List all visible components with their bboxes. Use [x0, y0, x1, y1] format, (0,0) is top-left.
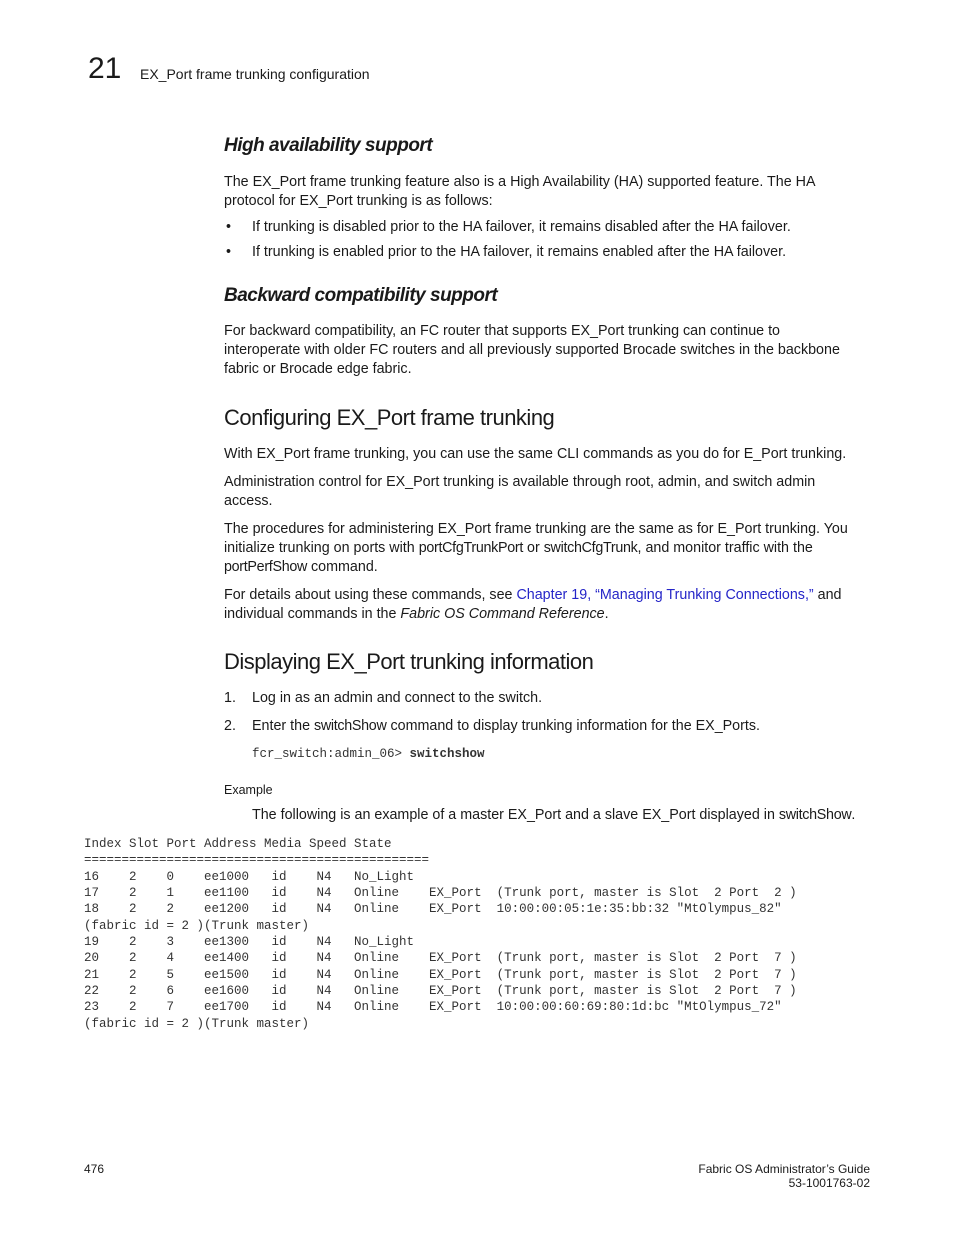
text-fragment: or — [523, 540, 544, 556]
ha-heading: High availability support — [224, 135, 433, 156]
text-fragment: Enter the — [252, 718, 314, 734]
configuring-heading: Configuring EX_Port frame trunking — [224, 405, 555, 430]
backward-line3: fabric or Brocade edge fabric. — [224, 361, 412, 377]
example-label: Example — [224, 783, 273, 797]
backward-line2: interoperate with older FC routers and all previously supported Brocade switches in the backbone — [224, 342, 840, 358]
configuring-p2-line1: Administration control for EX_Port trunking is available through root, admin, and switch admin — [224, 474, 816, 490]
guide-title: Fabric OS Administrator’s Guide — [698, 1162, 870, 1176]
configuring-p4 — [224, 586, 874, 624]
example-description — [252, 806, 892, 825]
command-reference-title: Fabric OS Command Reference — [400, 606, 605, 622]
chapter-19-link[interactable]: Chapter 19, “Managing Trunking Connections,” — [516, 587, 814, 603]
configuring-p1: With EX_Port frame trunking, you can use the same CLI commands as you do for E_Port trunking. — [224, 446, 847, 462]
step-number: 1. — [224, 690, 236, 706]
backward-line1: For backward compatibility, an FC router that supports EX_Port trunking can continue to — [224, 323, 780, 339]
configuring-p2 — [224, 473, 874, 511]
text-fragment: command. — [307, 559, 378, 575]
command-switchshow: switchShow — [314, 718, 387, 734]
ha-paragraph — [224, 173, 874, 211]
configuring-p4-line1 — [224, 586, 874, 605]
command-switchcfgtrunk: switchCfgTrunk — [543, 540, 638, 556]
prompt-command: switchshow — [409, 747, 485, 761]
configuring-p3 — [224, 520, 874, 577]
bullet-icon: • — [226, 219, 232, 235]
step-text — [252, 718, 760, 734]
text-fragment: , and monitor traffic with the — [637, 540, 813, 556]
step-number: 2. — [224, 718, 236, 734]
ha-para-line1: The EX_Port frame trunking feature also is a High Availability (HA) supported feature. The HA — [224, 174, 816, 190]
command-switchshow: switchShow — [778, 807, 852, 823]
backward-paragraph — [224, 322, 874, 379]
footer-guide — [698, 1162, 870, 1190]
text-fragment: . — [604, 606, 609, 622]
text-fragment: and — [813, 587, 842, 603]
ha-bullet-text: If trunking is enabled prior to the HA failover, it remains enabled after the HA failover. — [252, 244, 787, 260]
text-fragment: For details about using these commands, see — [224, 587, 517, 603]
step-text: Log in as an admin and connect to the switch. — [252, 690, 543, 706]
command-prompt — [252, 747, 485, 761]
prompt-text: fcr_switch:admin_06> — [252, 747, 410, 761]
displaying-heading: Displaying EX_Port trunking information — [224, 649, 594, 674]
command-portcfgtrunkport: portCfgTrunkPort — [418, 540, 524, 556]
ha-bullet-text: If trunking is disabled prior to the HA failover, it remains disabled after the HA failover. — [252, 219, 791, 235]
text-fragment: The following is an example of a master EX_Port and a slave EX_Port displayed in — [252, 807, 779, 823]
switchshow-output: Index Slot Port Address Media Speed State ============================================== 16 2 0 ee1000 id N4 No_Light 17 2 1 ee1100 id N4 Online EX_Port (Trunk port, master is Slot 2 Port 2 ) 18 2 2 ee1200 id N4 Online EX_Port 10:00:00:05:1e:35:bb:32 "MtOlympus_82" (fabric id = 2 )(Trunk master) 19 2 3 ee1300 id N4 No_Light 20 2 4 ee1400 id N4 Online EX_Port (Trunk port, master is Slot 2 Port 7 ) 21 2 5 ee1500 id N4 Online EX_Port (Trunk port, master is Slot 2 Port 7 ) 22 2 6 ee1600 id N4 Online EX_Port (Trunk port, master is Slot 2 Port 7 ) 23 2 7 ee1700 id N4 Online EX_Port 10:00:00:60:69:80:1d:bc "MtOlympus_72" (fabric id = 2 )(Trunk master) — [84, 837, 797, 1031]
configuring-p3-line1: The procedures for administering EX_Port frame trunking are the same as for E_Port trunking. You — [224, 521, 848, 537]
ha-para-line2: protocol for EX_Port trunking is as follows: — [224, 193, 493, 209]
chapter-number: 21 — [88, 52, 122, 85]
text-fragment: command to display trunking information for the EX_Ports. — [386, 718, 760, 734]
configuring-p4-line2 — [224, 605, 874, 624]
command-portperfshow: portPerfShow — [224, 559, 308, 575]
bullet-icon: • — [226, 244, 232, 260]
backward-heading: Backward compatibility support — [224, 285, 498, 306]
doc-number: 53-1001763-02 — [788, 1176, 870, 1190]
page-number: 476 — [84, 1162, 105, 1176]
configuring-p3-line3 — [224, 558, 874, 577]
text-fragment: initialize trunking on ports with — [224, 540, 419, 556]
configuring-p2-line2: access. — [224, 493, 273, 509]
text-fragment: . — [851, 807, 856, 823]
configuring-p3-line2 — [224, 539, 874, 558]
text-fragment: individual commands in the — [224, 606, 401, 622]
running-title: EX_Port frame trunking configuration — [140, 66, 370, 82]
